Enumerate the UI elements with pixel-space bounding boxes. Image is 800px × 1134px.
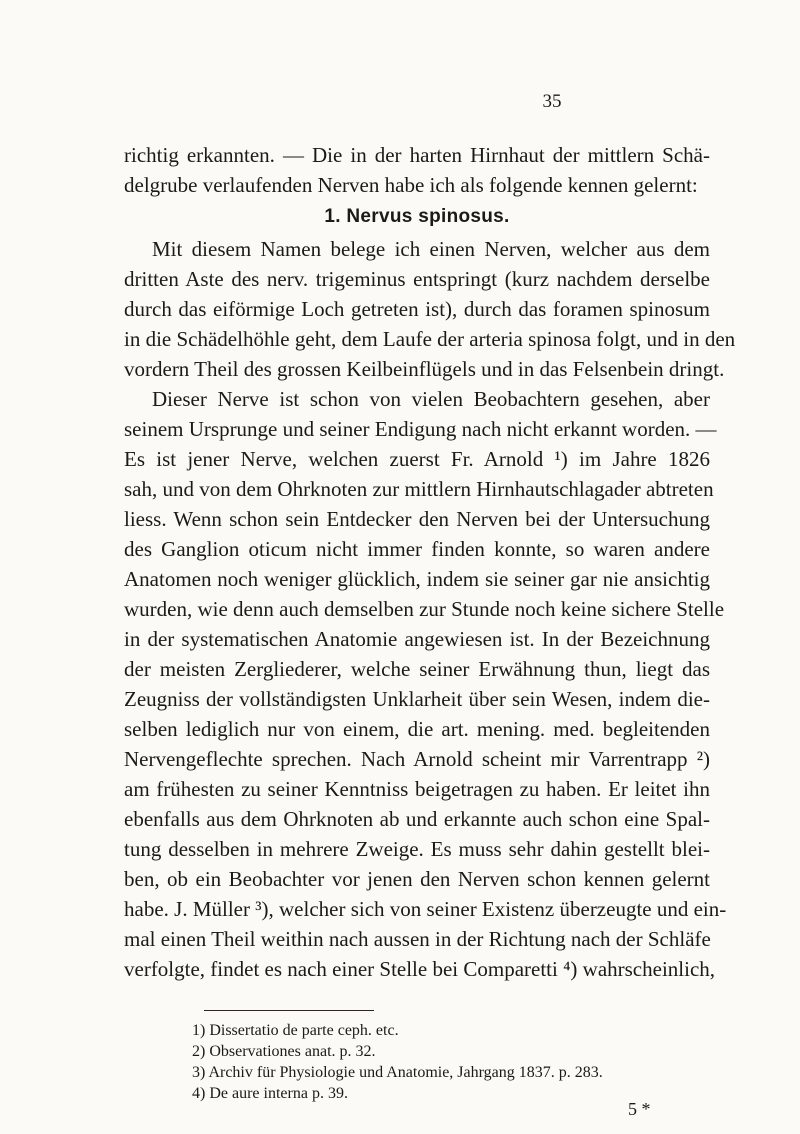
text-line: Anatomen noch weniger glücklich, indem sie seiner gar nie ansichtig [124, 567, 710, 591]
text-line: Zeugniss der vollständigsten Unklarheit über sein Wesen, indem die- [124, 687, 710, 711]
text-line: Es ist jener Nerve, welchen zuerst Fr. Arnold ¹) im Jahre 1826 [124, 447, 710, 471]
text-line: durch das eiförmige Loch getreten ist), durch das foramen spinosum [124, 297, 710, 321]
text-line: dritten Aste des nerv. trigeminus entspringt (kurz nachdem derselbe [124, 267, 710, 291]
text-line: richtig erkannten. — Die in der harten Hirnhaut der mittlern Schä- [124, 143, 710, 167]
section-heading: 1. Nervus spinosus. [324, 206, 510, 227]
text-line: am frühesten zu seiner Kenntniss beigetragen zu haben. Er leitet ihn [124, 777, 710, 801]
text-line: des Ganglion oticum nicht immer finden konnte, so waren andere [124, 537, 710, 561]
text-line: in die Schädelhöhle geht, dem Laufe der arteria spinosa folgt, und in den [124, 327, 736, 351]
text-line: in der systematischen Anatomie angewiesen ist. In der Bezeichnung [124, 627, 710, 651]
footnote: 2) Observationes anat. p. 32. [192, 1043, 376, 1060]
text-line: wurden, wie denn auch demselben zur Stunde noch keine sichere Stelle [124, 597, 725, 621]
text-line: tung desselben in mehrere Zweige. Es muss sehr dahin gestellt blei- [124, 837, 710, 861]
text-line: habe. J. Müller ³), welcher sich von seiner Existenz überzeugte und ein- [124, 897, 727, 921]
text-line: ebenfalls aus dem Ohrknoten ab und erkannte auch schon eine Spal- [124, 807, 710, 831]
text-line: Dieser Nerve ist schon von vielen Beobachtern gesehen, aber [152, 387, 710, 411]
text-line: ben, ob ein Beobachter vor jenen den Nerven schon kennen gelernt [124, 867, 710, 891]
text-line: delgrube verlaufenden Nerven habe ich als folgende kennen gelernt: [124, 173, 698, 197]
text-line: selben lediglich nur von einem, die art. mening. med. begleitenden [124, 717, 710, 741]
footnote-divider [204, 1010, 374, 1011]
text-line: der meisten Zergliederer, welche seiner Erwähnung thun, liegt das [124, 657, 710, 681]
text-line: Mit diesem Namen belege ich einen Nerven, welcher aus dem [152, 237, 710, 261]
text-line: seinem Ursprunge und seiner Endigung nach nicht erkannt worden. — [124, 417, 717, 441]
footnote: 3) Archiv für Physiologie und Anatomie, Jahrgang 1837. p. 283. [192, 1064, 603, 1081]
text-line: verfolgte, findet es nach einer Stelle bei Comparetti ⁴) wahrscheinlich, [124, 957, 716, 981]
footnotes [192, 1020, 732, 1104]
text-line: vordern Theil des grossen Keilbeinflügels und in das Felsenbein dringt. [124, 357, 725, 381]
text-line: sah, und von dem Ohrknoten zur mittlern Hirnhautschlagader abtreten [124, 477, 714, 501]
text-line: Nervengeflechte sprechen. Nach Arnold scheint mir Varrentrapp ²) [124, 747, 710, 771]
main-text [124, 140, 736, 984]
footnote: 1) Dissertatio de parte ceph. etc. [192, 1022, 399, 1039]
text-line: liess. Wenn schon sein Entdecker den Nerven bei der Untersuchung [124, 507, 710, 531]
text-line: mal einen Theil weithin nach aussen in der Richtung nach der Schläfe [124, 927, 711, 951]
footnote: 4) De aure interna p. 39. [192, 1085, 348, 1102]
page-number: 35 [542, 91, 562, 112]
signature-mark: 5 * [628, 1099, 651, 1119]
